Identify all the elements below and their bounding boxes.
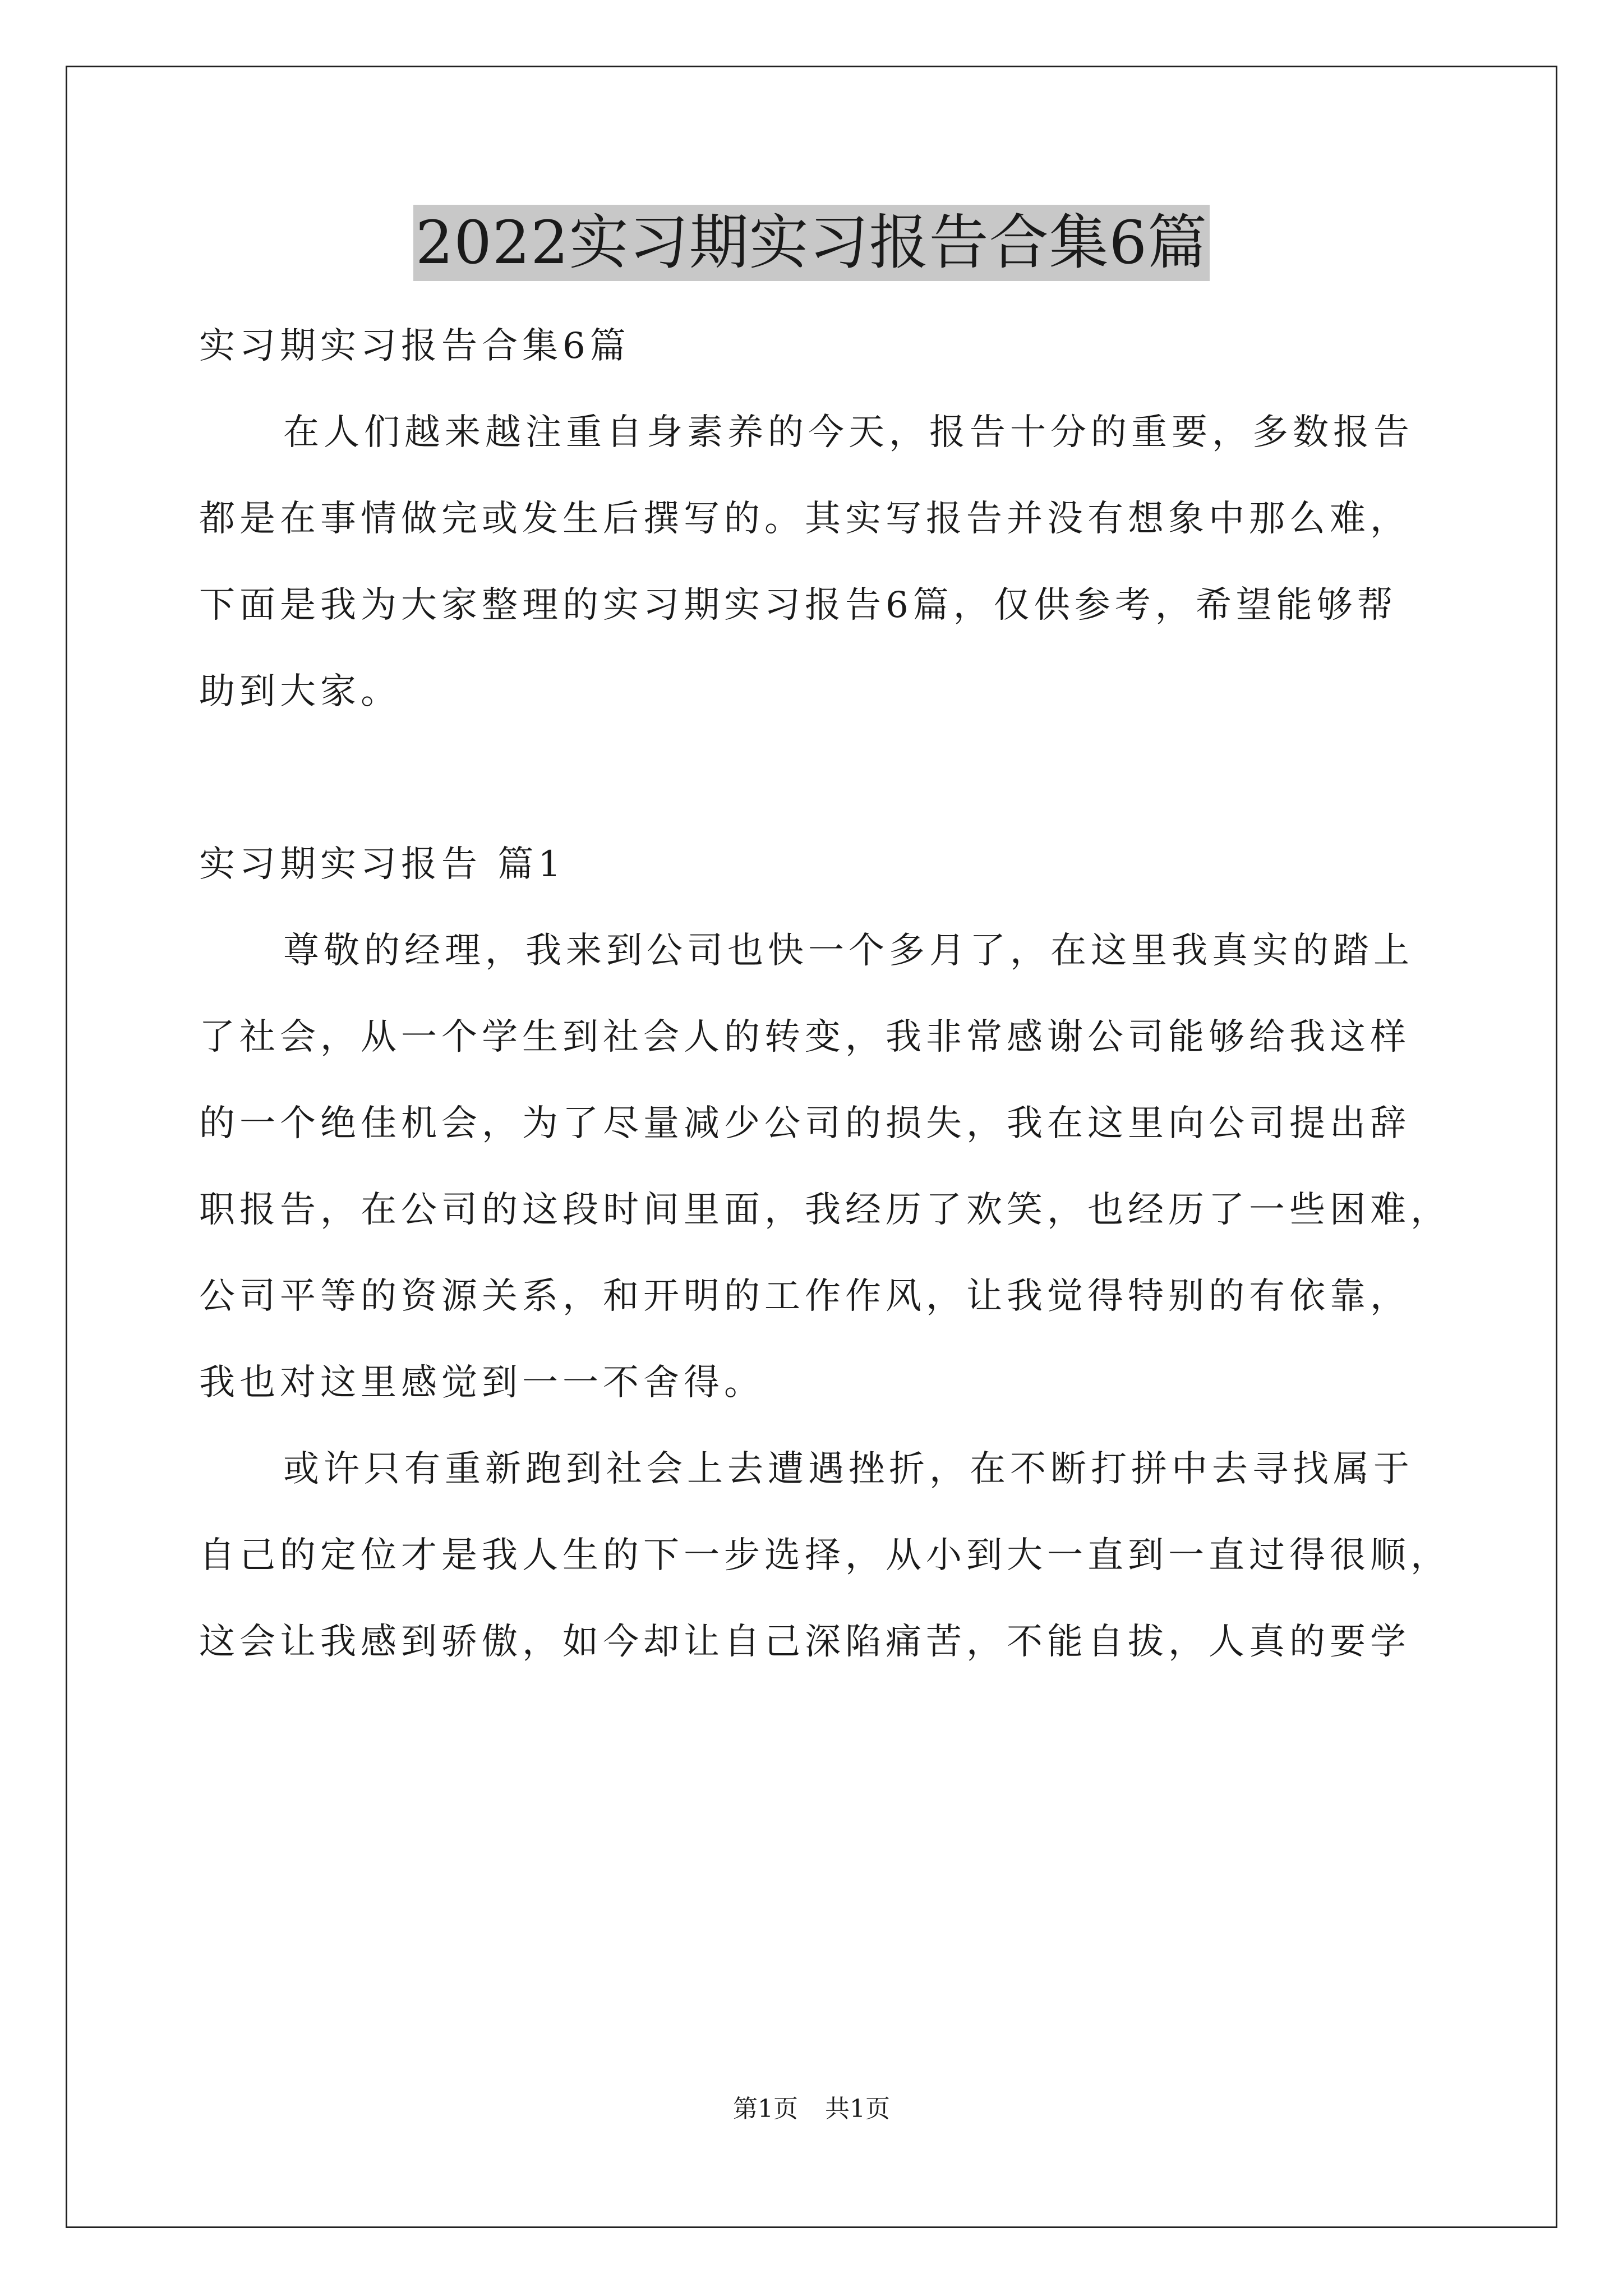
- body-line: 这会让我感到骄傲，如今却让自己深陷痛苦，不能自拔，人真的要学: [199, 1621, 1410, 1663]
- body-line: 职报告，在公司的这段时间里面，我经历了欢笑，也经历了一些困难，: [199, 1189, 1451, 1231]
- page-footer: [0, 2092, 1623, 2126]
- intro-line: 在人们越来越注重自身素养的今天，报告十分的重要，多数报告: [283, 412, 1414, 453]
- body-line: 自己的定位才是我人生的下一步选择，从小到大一直到一直过得很顺，: [199, 1535, 1451, 1576]
- document-subtitle: 实习期实习报告合集6篇: [199, 325, 630, 367]
- body-line: 或许只有重新跑到社会上去遭遇挫折，在不断打拼中去寻找属于: [283, 1448, 1414, 1490]
- body-line: 了社会，从一个学生到社会人的转变，我非常感谢公司能够给我这样: [199, 1016, 1410, 1058]
- body-line: 的一个绝佳机会，为了尽量减少公司的损失，我在这里向公司提出辞: [199, 1103, 1410, 1144]
- document-body: [199, 303, 1451, 1685]
- title-container: [0, 205, 1623, 281]
- body-line: 公司平等的资源关系，和开明的工作作风，让我觉得特别的有依靠，: [199, 1276, 1410, 1317]
- document-title: 2022实习期实习报告合集6篇: [413, 205, 1210, 281]
- intro-line: 下面是我为大家整理的实习期实习报告6篇，仅供参考，希望能够帮: [199, 585, 1398, 626]
- page-number: 第1页: [733, 2095, 798, 2123]
- body-line: 尊敬的经理，我来到公司也快一个多月了，在这里我真实的踏上: [283, 930, 1414, 972]
- body-line: 我也对这里感觉到一一不舍得。: [199, 1362, 764, 1404]
- intro-line: 助到大家。: [199, 671, 401, 712]
- page-total: 共1页: [825, 2095, 890, 2123]
- section-heading: 实习期实习报告 篇1: [199, 844, 566, 885]
- intro-line: 都是在事情做完或发生后撰写的。其实写报告并没有想象中那么难，: [199, 498, 1410, 540]
- paragraph-gap: [199, 735, 1433, 821]
